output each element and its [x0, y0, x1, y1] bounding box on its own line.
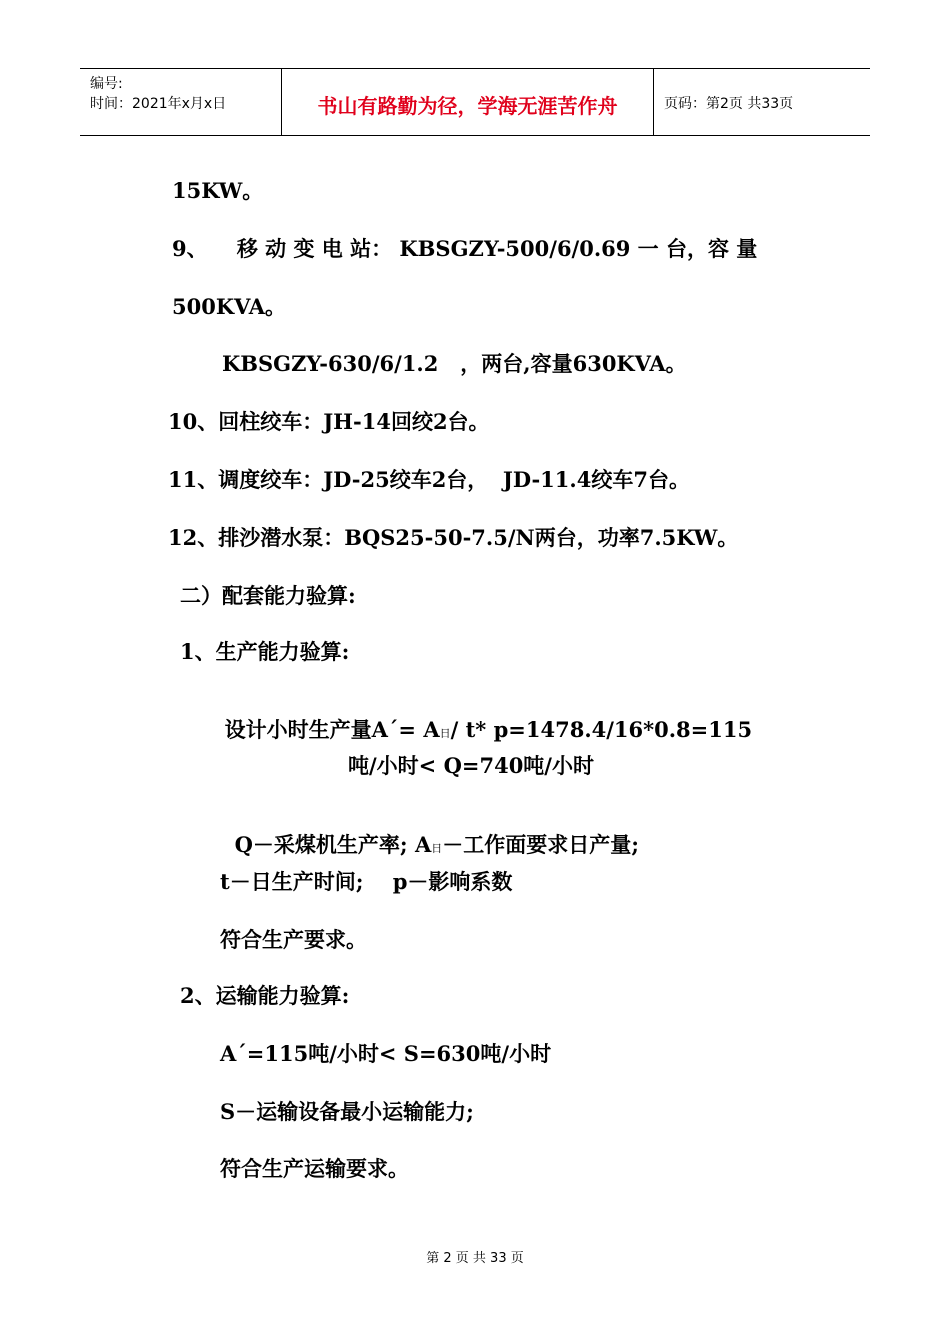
document-number-label: 编号: — [90, 76, 123, 92]
definition-line-2: t－日生产时间; p－影响系数 — [220, 869, 513, 894]
conclusion-transport: 符合生产运输要求。 — [220, 1156, 409, 1181]
definition-suffix: －工作面要求日产量; — [442, 832, 640, 857]
section-heading-2: 二）配套能力验算: — [180, 583, 356, 608]
header-motto: 书山有路勤为径，学海无涯苦作舟 — [317, 94, 618, 118]
conclusion-production: 符合生产要求。 — [220, 927, 367, 952]
formula-suffix: / t* p=1478.4/16*0.8=115 — [450, 717, 753, 742]
header-page-cell — [654, 69, 870, 135]
text-line-4: KBSGZY-630/6/1.2 ，两台,容量630KVA。 — [222, 351, 687, 376]
text-line-1: 15KW。 — [172, 178, 264, 203]
formula-prefix: 设计小时生产量A´= A — [224, 717, 440, 742]
formula-line — [210, 698, 752, 740]
document-time-label: 时间：2021年x月x日 — [90, 96, 227, 112]
text-line-2: 9、 移 动 变 电 站： KBSGZY-500/6/0.69 一 台，容 量 — [172, 236, 758, 261]
text-line-5: 10、回柱绞车：JH-14回绞2台。 — [168, 409, 490, 434]
page-footer: 第 2 页 共 33 页 — [426, 1251, 524, 1266]
text-line-3: 500KVA。 — [172, 294, 287, 319]
text-line-6: 11、调度绞车：JD-25绞车2台， JD-11.4绞车7台。 — [168, 467, 690, 492]
text-line-16: A´=115吨/小时< S=630吨/小时 — [220, 1041, 552, 1066]
header-meta-cell — [80, 69, 282, 135]
page-header — [80, 68, 870, 136]
formula-subscript: 日 — [439, 727, 451, 740]
definition-line-1 — [220, 813, 639, 855]
text-line-17: S－运输设备最小运输能力; — [220, 1099, 474, 1124]
header-page-info: 页码：第2页 共33页 — [664, 96, 794, 112]
header-motto-cell — [282, 69, 654, 135]
definition-subscript: 日 — [431, 842, 443, 855]
text-line-11: 吨/小时< Q=740吨/小时 — [348, 753, 594, 778]
subheading-production: 1、生产能力验算: — [180, 639, 350, 664]
text-line-7: 12、排沙潜水泵：BQS25-50-7.5/N两台，功率7.5KW。 — [168, 525, 739, 550]
definition-prefix: Q－采煤机生产率; A — [234, 832, 432, 857]
subheading-transport: 2、运输能力验算: — [180, 983, 350, 1008]
